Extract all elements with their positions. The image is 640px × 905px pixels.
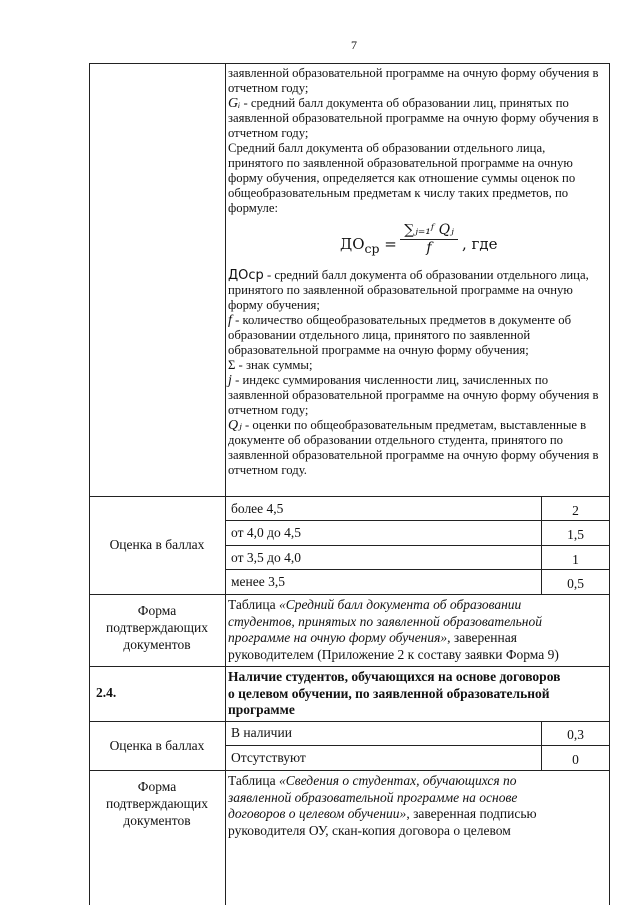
score-range: менее 3,5 (231, 574, 285, 589)
form-documents-text: Таблица «Средний балл документа об образовании студентов, принятых по заявленной образовательной программе на очную форму обучения», заверенная руководителем (Приложение 2 к составу заявки Форма 9) (228, 597, 559, 662)
score-range: более 4,5 (231, 501, 284, 516)
form-documents-text: Таблица «Сведения о студентах, обучающихся по заявленной образовательной программе на основе договоров о целевом обучении», заверенная подписью руководителя ОУ, скан-копия договора о целевом (228, 773, 537, 838)
description-block (228, 66, 610, 216)
text-line: заявленной образовательной программе на очную форму обучения в (228, 111, 599, 125)
gi-definition: Gᵢ - средний балл документа об образовании лиц, принятых по (228, 96, 569, 111)
gi-symbol: Gᵢ (228, 96, 241, 111)
text-line: заявленной образовательной программе на очную форму обучения в (228, 66, 599, 80)
variable-definitions (228, 268, 610, 478)
page-number: 7 (351, 38, 357, 52)
text-line: Средний балл документа об образовании отдельного лица, (228, 141, 546, 155)
text-line: форму обучения, определяется как отношение суммы оценок по (228, 171, 576, 185)
text-line: отчетном году; (228, 403, 309, 417)
text-line: форму обучения; (228, 298, 320, 312)
text-line: заявленной образовательной программе на очную форму обучения в (228, 448, 599, 462)
j-definition: j - индекс суммирования численности лиц, зачисленных по (228, 373, 549, 388)
text-line: формуле: (228, 201, 279, 215)
q-definition: Qⱼ - оценки по общеобразовательным предметам, выставленные в (228, 418, 587, 433)
row-divider (225, 520, 610, 521)
text-line: образовании отдельного лица, принятого по заявленной (228, 328, 531, 342)
text-line: заявленной образовательной программе на очную форму обучения в (228, 388, 599, 402)
row-divider (89, 721, 610, 722)
score-range: от 3,5 до 4,0 (231, 550, 301, 565)
formula-fraction (400, 222, 458, 256)
row-divider (89, 496, 610, 497)
score-value: 0 (572, 752, 579, 767)
text-line: принятого по заявленной образовательной программе на очную (228, 156, 573, 170)
formula-denominator: f (426, 240, 432, 256)
score-range: В наличии (231, 725, 292, 740)
row-divider (89, 666, 610, 667)
score-label: Оценка в баллах (109, 738, 205, 753)
formula-lhs: $ДО_{ср}$ = (340, 235, 397, 256)
text-line: общеобразовательным предметам к числу таких предметов, по (228, 186, 569, 200)
score-value: 0,3 (567, 727, 584, 742)
sigma-definition: Σ - знак суммы; (228, 358, 313, 372)
do-definition: ДОср - средний балл документа об образовании отдельного лица, (228, 268, 589, 283)
score-range: Отсутствуют (231, 750, 306, 765)
text-line: отчетном году. (228, 463, 307, 477)
form-label: Форма подтверждающих документов (105, 779, 209, 828)
score-label: Оценка в баллах (109, 537, 205, 552)
score-value: 0,5 (567, 576, 584, 591)
form-label: Форма подтверждающих документов (105, 603, 209, 652)
section-title: Наличие студентов, обучающихся на основе договоров о целевом обучении, по заявленной образовательной программе (228, 669, 561, 717)
score-value: 1 (572, 552, 579, 567)
text-line: принятого по заявленной образовательной программе на очную (228, 283, 573, 297)
formula-numerator: ∑ⱼ₌₁ᶠ Qⱼ (400, 222, 458, 240)
text-line: отчетном году; (228, 81, 309, 95)
row-divider (225, 569, 610, 570)
formula-tail: , где (462, 235, 498, 253)
average-score-formula (340, 222, 540, 266)
f-definition: f - количество общеобразовательных предметов в документе об (228, 313, 572, 328)
text-line: документе об образовании отдельного студента, принятого по (228, 433, 563, 447)
score-value: 1,5 (567, 527, 584, 542)
text-line: образовательной программе на очную форму обучения; (228, 343, 529, 357)
score-range: от 4,0 до 4,5 (231, 525, 301, 540)
row-divider (89, 770, 610, 771)
text-line: отчетном году; (228, 126, 309, 140)
row-divider (225, 545, 610, 546)
section-number: 2.4. (96, 685, 117, 700)
row-divider (89, 594, 610, 595)
row-divider (225, 745, 610, 746)
score-value: 2 (572, 503, 579, 518)
column-divider (225, 63, 226, 905)
